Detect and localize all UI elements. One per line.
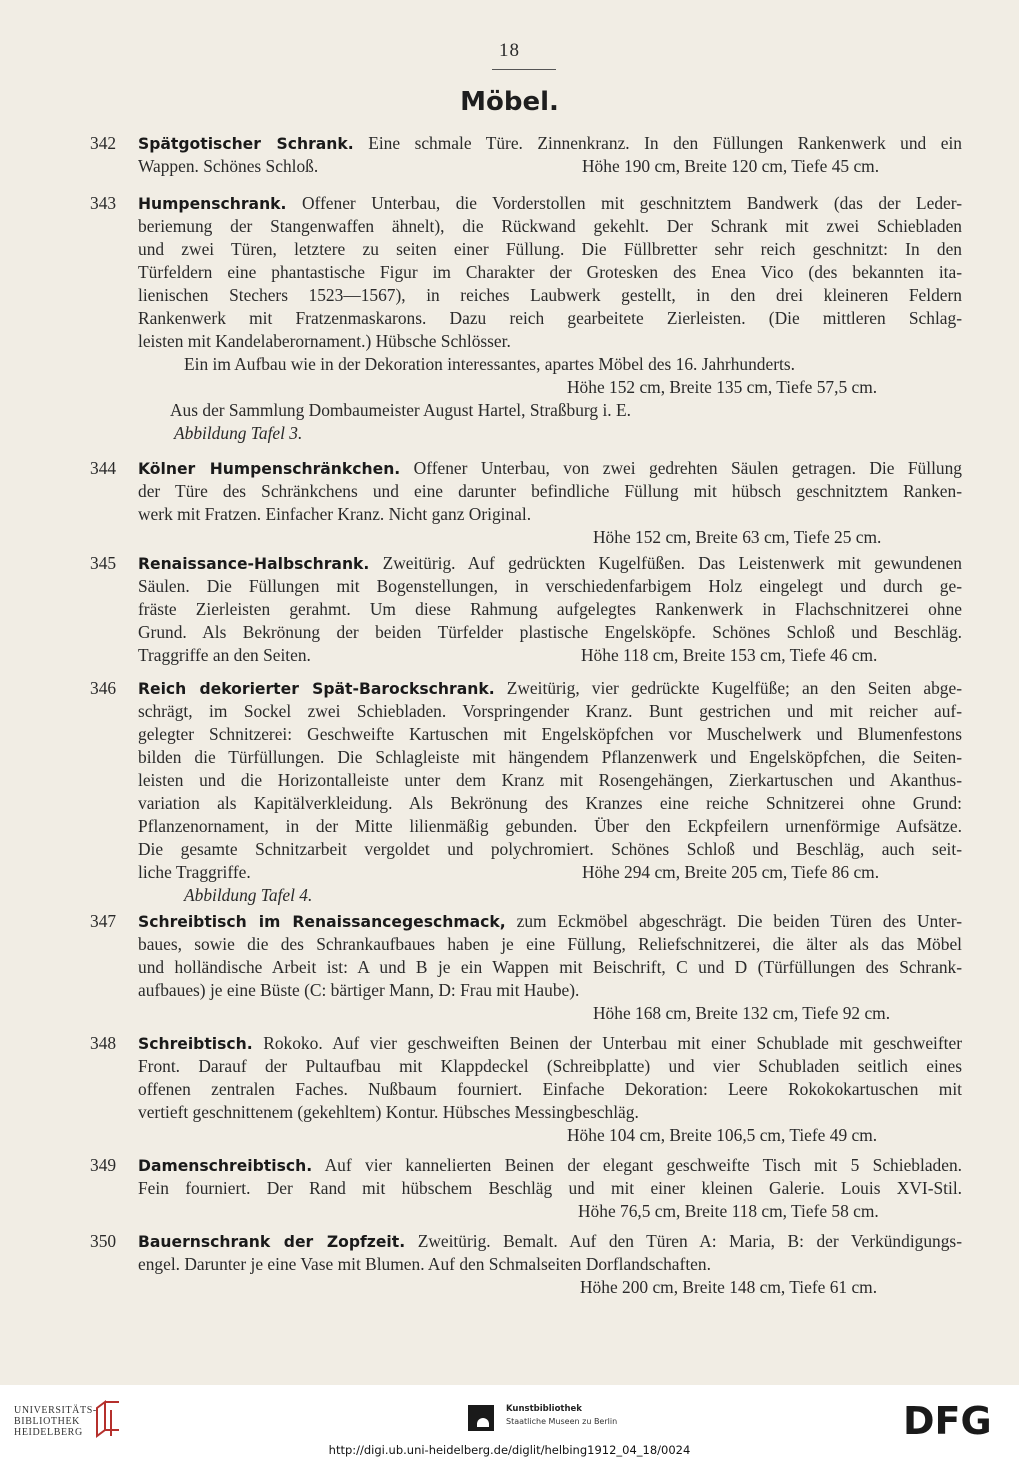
entry-name: Spätgotischer Schrank.: [138, 135, 354, 153]
entry-dimensions: Höhe 294 cm, Breite 205 cm, Tiefe 86 cm.: [582, 862, 880, 882]
source-url[interactable]: http://digi.ub.uni-heidelberg.de/diglit/helbing1912_04_18/0024: [328, 1443, 691, 1457]
entry-number: 350: [90, 1231, 117, 1251]
entry-number: 348: [90, 1033, 117, 1053]
entry-line: Spätgotischer Schrank. Eine schmale Türe. Zinnenkranz. In den Füllungen Rankenwerk und ein: [138, 133, 962, 153]
kunstbibliothek-subtitle: Staatliche Museen zu Berlin: [506, 1417, 618, 1426]
entry-dimensions: Höhe 104 cm, Breite 106,5 cm, Tiefe 49 cm.: [567, 1125, 878, 1145]
entry-line: Grund. Als Bekrönung der beiden Türfelder plastische Engelsköpfe. Schönes Schloß und Beschläg.: [138, 622, 962, 642]
entry-number: 344: [90, 458, 117, 478]
entry-line: der Türe des Schränkchens und eine darunter befindliche Füllung mit hübsch geschnitztem Ranken-: [138, 481, 962, 501]
entry-number: 347: [90, 911, 117, 931]
entry-name: Reich dekorierter Spät-Barockschrank.: [138, 680, 495, 698]
entry-name: Kölner Humpenschränkchen.: [138, 460, 401, 478]
entry-line: Pflanzenornament, in der Mitte lilienmäßig gebunden. Über den Eckpfeilern urnenförmige Aufsätze.: [138, 816, 962, 836]
entry-line: Humpenschrank. Offener Unterbau, die Vorderstollen mit geschnitztem Bandwerk (das der Leder-: [138, 193, 962, 213]
entry-line: und zwei Türen, letztere zu seiten einer Füllung. Die Füllbretter sehr reich geschnitzt: In den: [138, 239, 962, 259]
entry-line: Bauernschrank der Zopfzeit. Zweitürig. Bemalt. Auf den Türen A: Maria, B: der Verkündigungs-: [138, 1231, 962, 1251]
entry-line: Türfeldern eine phantastische Figur im Charakter der Grotesken des Enea Vico (des bekannten ita-: [138, 262, 962, 282]
entry-line: baues, sowie die des Schrankaufbaues haben je eine Füllung, Reliefschnitzerei, die älter als das Möbel: [138, 934, 962, 954]
entry-line: Fein fourniert. Der Rand mit hübschem Beschläg und mit einer kleinen Galerie. Louis XVI-Stil.: [138, 1178, 962, 1198]
entry-line: gelegter Schnitzerei: Geschweifte Kartuschen mit Engelsköpfchen vor Muschelwerk und Blumenfestons: [138, 724, 962, 744]
entry-provenance: Aus der Sammlung Dombaumeister August Hartel, Straßburg i. E.: [170, 400, 631, 420]
entry-note: Ein im Aufbau wie in der Dekoration interessantes, apartes Möbel des 16. Jahrhunderts.: [184, 354, 795, 374]
entry-line: Säulen. Die Füllungen mit Bogenstellungen, in verschiedenfarbigem Holz eingelegt und durch ge-: [138, 576, 962, 596]
entry-line: werk mit Fratzen. Einfacher Kranz. Nicht ganz Original.: [138, 504, 532, 524]
kunstbibliothek-title: Kunstbibliothek: [506, 1404, 582, 1414]
entry-line: variation als Kapitälverkleidung. Als Bekrönung des Kranzes eine reiche Schnitzerei ohne Grund:: [138, 793, 962, 813]
entry-line: liche Traggriffe.: [138, 862, 251, 882]
entry-line: Reich dekorierter Spät-Barockschrank. Zweitürig, vier gedrückte Kugelfüße; an den Seiten abge-: [138, 678, 962, 698]
entry-line: engel. Darunter je eine Vase mit Blumen. Auf den Schmalseiten Dorflandschaften.: [138, 1254, 711, 1274]
entry-name: Damenschreibtisch.: [138, 1157, 313, 1175]
entry-line: Wappen. Schönes Schloß.: [138, 156, 319, 176]
entry-dimensions: Höhe 200 cm, Breite 148 cm, Tiefe 61 cm.: [580, 1277, 878, 1297]
entry-line: schrägt, im Sockel zwei Schiebladen. Vorspringender Kranz. Bunt gestrichen und mit reicher auf-: [138, 701, 962, 721]
entry-name: Renaissance-Halbschrank.: [138, 555, 370, 573]
entry-dimensions: Höhe 118 cm, Breite 153 cm, Tiefe 46 cm.: [581, 645, 878, 665]
page-number: 18: [499, 40, 520, 61]
entry-line: vertieft geschnittenem (gekehltem) Kontur. Hübsches Messingbeschläg.: [138, 1102, 639, 1122]
entry-line: beriemung der Stangenwaffen ähnelt), die Rückwand gekehlt. Der Schrank mit zwei Schiebladen: [138, 216, 962, 236]
entry-dimensions: Höhe 152 cm, Breite 63 cm, Tiefe 25 cm.: [593, 527, 882, 547]
entry-line: Kölner Humpenschränkchen. Offener Unterbau, von zwei gedrehten Säulen getragen. Die Füllung: [138, 458, 962, 478]
entry-line: aufbaues) je eine Büste (C: bärtiger Mann, D: Frau mit Haube).: [138, 980, 580, 1000]
entry-number: 349: [90, 1155, 117, 1175]
entry-line: lienischen Stechers 1523—1567), in reiches Laubwerk gestellt, in den drei kleineren Feldern: [138, 285, 962, 305]
university-library-label: UNIVERSITÄTS- BIBLIOTHEK HEIDELBERG: [14, 1405, 97, 1438]
entry-line: Damenschreibtisch. Auf vier kannelierten Beinen der elegant geschweifte Tisch mit 5 Schiebladen.: [138, 1155, 962, 1175]
entry-number: 346: [90, 678, 117, 698]
entry-illustration: Abbildung Tafel 3.: [174, 423, 303, 443]
entry-line: Schreibtisch. Rokoko. Auf vier geschweiften Beinen der Unterbau mit einer Schublade mit geschweifter: [138, 1033, 962, 1053]
entry-dimensions: Höhe 152 cm, Breite 135 cm, Tiefe 57,5 cm.: [567, 377, 878, 397]
svg-text:DFG: DFG: [903, 1403, 992, 1439]
entry-number: 342: [90, 133, 117, 153]
entry-line: leisten und die Horizontalleiste unter dem Kranz mit Rosengehängen, Zierkartuschen und Akanthus-: [138, 770, 962, 790]
university-logo-icon: [93, 1398, 123, 1442]
entry-line: offenen zentralen Faches. Nußbaum fourniert. Einfache Dekoration: Leere Rokokokartuschen mit: [138, 1079, 962, 1099]
entry-line: Renaissance-Halbschrank. Zweitürig. Auf gedrückten Kugelfüßen. Das Leistenwerk mit gewundenen: [138, 553, 962, 573]
page-title: Möbel.: [460, 87, 559, 117]
entry-number: 343: [90, 193, 117, 213]
entry-number: 345: [90, 553, 117, 573]
entry-line: Rankenwerk mit Fratzenmaskarons. Dazu reich gearbeitete Zierleisten. (Die mittleren Schlag-: [138, 308, 962, 328]
entry-name: Bauernschrank der Zopfzeit.: [138, 1233, 406, 1251]
entry-name: Humpenschrank.: [138, 195, 287, 213]
entry-line: Die gesamte Schnitzarbeit vergoldet und polychromiert. Schönes Schloß und Beschläg, auch seit-: [138, 839, 962, 859]
entry-line: bilden die Türfüllungen. Die Schlagleiste mit hängendem Pflanzenwerk und Engelsköpfchen, die Seiten-: [138, 747, 962, 767]
entry-illustration: Abbildung Tafel 4.: [184, 885, 313, 905]
dfg-logo-icon: [903, 1403, 1005, 1439]
entry-dimensions: Höhe 168 cm, Breite 132 cm, Tiefe 92 cm.: [593, 1003, 891, 1023]
entry-name: Schreibtisch im Renaissancegeschmack,: [138, 913, 506, 931]
entry-line: Traggriffe an den Seiten.: [138, 645, 311, 665]
entry-line: leisten mit Kandelaberornament.) Hübsche Schlösser.: [138, 331, 511, 351]
entry-line: Front. Darauf der Pultaufbau mit Klappdeckel (Schreibplatte) und vier Schubladen seitlich eines: [138, 1056, 962, 1076]
page-number-rule: [492, 69, 556, 70]
entry-name: Schreibtisch.: [138, 1035, 253, 1053]
entry-line: Schreibtisch im Renaissancegeschmack, zum Eckmöbel abgeschrägt. Die beiden Türen des Unter-: [138, 911, 962, 931]
entry-dimensions: Höhe 190 cm, Breite 120 cm, Tiefe 45 cm.: [582, 156, 880, 176]
entry-line: und holländische Arbeit ist: A und B je ein Wappen mit Beischrift, C und D (Türfüllungen des Schrank-: [138, 957, 962, 977]
entry-line: fräste Zierleisten gerahmt. Um diese Rahmung aufgelegtes Rankenwerk in Flachschnitzerei ohne: [138, 599, 962, 619]
entry-dimensions: Höhe 76,5 cm, Breite 118 cm, Tiefe 58 cm.: [578, 1201, 879, 1221]
kunstbibliothek-logo-detail: [477, 1418, 489, 1427]
